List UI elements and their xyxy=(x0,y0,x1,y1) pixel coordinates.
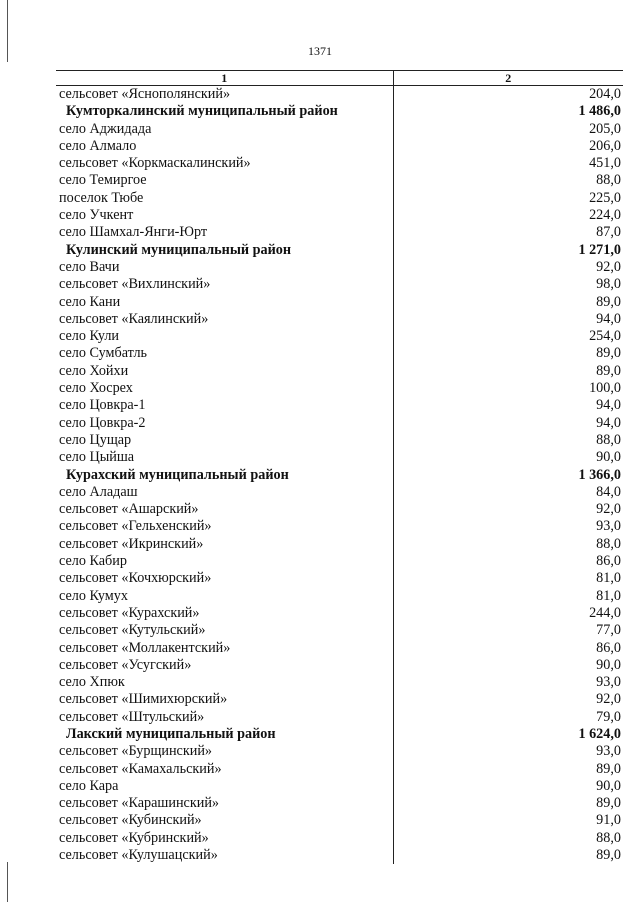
table-row xyxy=(56,311,623,328)
settlement-name: сельсовет «Курахский» xyxy=(56,605,393,622)
table-row xyxy=(56,138,623,155)
table-row xyxy=(56,190,623,207)
district-name: Лакский муниципальный район xyxy=(56,726,393,743)
amount-value: 86,0 xyxy=(596,553,621,570)
amount-value: 89,0 xyxy=(596,293,621,310)
table-row xyxy=(56,605,623,622)
amount-value: 90,0 xyxy=(596,777,621,794)
amount-value: 94,0 xyxy=(596,414,621,431)
settlement-name: село Цовкра-2 xyxy=(56,415,393,432)
settlement-name: сельсовет «Икринский» xyxy=(56,536,393,553)
amount-value: 224,0 xyxy=(589,207,621,224)
district-name: Кулинский муниципальный район xyxy=(56,242,393,259)
amount-value: 93,0 xyxy=(596,518,621,535)
settlement-name: село Шамхал-Янги-Юрт xyxy=(56,224,393,241)
district-total-value: 1 624,0 xyxy=(578,725,621,742)
district-row xyxy=(56,103,623,120)
amount-value: 225,0 xyxy=(589,189,621,206)
amount-value: 254,0 xyxy=(589,328,621,345)
settlement-name: село Темиргое xyxy=(56,172,393,189)
amount-value: 451,0 xyxy=(589,155,621,172)
settlement-name: село Аджидада xyxy=(56,121,393,138)
amount-value: 91,0 xyxy=(596,812,621,829)
settlement-name: село Кумух xyxy=(56,588,393,605)
settlement-name: сельсовет «Кубринский» xyxy=(56,830,393,847)
settlement-name: село Кани xyxy=(56,294,393,311)
table-row xyxy=(56,345,623,362)
settlement-name: село Кара xyxy=(56,778,393,795)
settlement-name: село Цовкра-1 xyxy=(56,397,393,414)
table-row xyxy=(56,259,623,276)
table-body xyxy=(56,86,623,865)
amount-value: 89,0 xyxy=(596,760,621,777)
table-row xyxy=(56,691,623,708)
settlement-name: поселок Тюбе xyxy=(56,190,393,207)
scan-edge-mark-bottom xyxy=(7,862,8,902)
table-row xyxy=(56,761,623,778)
amount-value: 89,0 xyxy=(596,795,621,812)
table-row xyxy=(56,657,623,674)
amount-value: 79,0 xyxy=(596,708,621,725)
allocation-table xyxy=(56,70,623,864)
settlement-name: сельсовет «Камахальский» xyxy=(56,761,393,778)
district-total-value: 1 366,0 xyxy=(578,466,621,483)
table-row xyxy=(56,536,623,553)
column-header-2: 2 xyxy=(393,71,623,86)
settlement-name: сельсовет «Кочхюрский» xyxy=(56,570,393,587)
district-total-value: 1 486,0 xyxy=(578,103,621,120)
settlement-name: село Кабир xyxy=(56,553,393,570)
amount-value: 90,0 xyxy=(596,656,621,673)
table-row xyxy=(56,588,623,605)
amount-value: 93,0 xyxy=(596,674,621,691)
table-row xyxy=(56,328,623,345)
amount-value: 89,0 xyxy=(596,362,621,379)
amount-value: 206,0 xyxy=(589,137,621,154)
amount-value: 88,0 xyxy=(596,535,621,552)
settlement-name: сельсовет «Кутульский» xyxy=(56,622,393,639)
amount-value: 244,0 xyxy=(589,604,621,621)
table-row xyxy=(56,415,623,432)
settlement-name: село Вачи xyxy=(56,259,393,276)
table-row xyxy=(56,795,623,812)
settlement-name: село Хосрех xyxy=(56,380,393,397)
amount-value: 89,0 xyxy=(596,847,621,864)
settlement-name: сельсовет «Шимихюрский» xyxy=(56,691,393,708)
amount-value: 94,0 xyxy=(596,310,621,327)
table-row xyxy=(56,640,623,657)
table-row xyxy=(56,121,623,138)
amount-value: 88,0 xyxy=(596,829,621,846)
table-row xyxy=(56,397,623,414)
settlement-name: село Кули xyxy=(56,328,393,345)
table-row xyxy=(56,172,623,189)
settlement-name: сельсовет «Яснополянский» xyxy=(56,86,393,104)
page-number: 1371 xyxy=(308,44,332,58)
table-row xyxy=(56,501,623,518)
settlement-name: село Хпюк xyxy=(56,674,393,691)
district-row xyxy=(56,242,623,259)
amount-value: 100,0 xyxy=(589,380,621,397)
table-row xyxy=(56,570,623,587)
table-row xyxy=(56,778,623,795)
table-row xyxy=(56,432,623,449)
amount-value: 81,0 xyxy=(596,570,621,587)
district-row xyxy=(56,726,623,743)
settlement-name: сельсовет «Штульский» xyxy=(56,709,393,726)
table-row xyxy=(56,449,623,466)
amount-value: 84,0 xyxy=(596,483,621,500)
settlement-name: сельсовет «Вихлинский» xyxy=(56,276,393,293)
amount-value: 81,0 xyxy=(596,587,621,604)
amount-value: 92,0 xyxy=(596,501,621,518)
amount-value: 86,0 xyxy=(596,639,621,656)
table-row xyxy=(56,743,623,760)
table-row xyxy=(56,207,623,224)
table-row xyxy=(56,380,623,397)
table-row xyxy=(56,812,623,829)
settlement-name: сельсовет «Моллакентский» xyxy=(56,640,393,657)
amount-value: 94,0 xyxy=(596,397,621,414)
amount-value: 77,0 xyxy=(596,622,621,639)
settlement-name: сельсовет «Усугский» xyxy=(56,657,393,674)
table-row xyxy=(56,553,623,570)
settlement-name: сельсовет «Кубинский» xyxy=(56,812,393,829)
table-row xyxy=(56,294,623,311)
settlement-name: сельсовет «Коркмаскалинский» xyxy=(56,155,393,172)
amount-value: 92,0 xyxy=(596,691,621,708)
table-row xyxy=(56,155,623,172)
settlement-name: село Цущар xyxy=(56,432,393,449)
column-header-1: 1 xyxy=(56,71,393,86)
table-row xyxy=(56,86,623,104)
amount-value: 88,0 xyxy=(596,172,621,189)
amount-value: 89,0 xyxy=(596,345,621,362)
table-row xyxy=(56,518,623,535)
table-header-row xyxy=(56,71,623,86)
amount-value: 87,0 xyxy=(596,224,621,241)
district-total-value: 1 271,0 xyxy=(578,241,621,258)
district-row xyxy=(56,467,623,484)
settlement-name: село Алмало xyxy=(56,138,393,155)
settlement-name: сельсовет «Бурщинский» xyxy=(56,743,393,760)
district-name: Курахский муниципальный район xyxy=(56,467,393,484)
amount-value: 93,0 xyxy=(596,743,621,760)
table-row xyxy=(56,224,623,241)
amount-value: 204,0 xyxy=(589,86,621,102)
table-row xyxy=(56,847,623,864)
district-name: Кумторкалинский муниципальный район xyxy=(56,103,393,120)
amount-value: 88,0 xyxy=(596,431,621,448)
table-row xyxy=(56,484,623,501)
table-row xyxy=(56,830,623,847)
amount-value: 98,0 xyxy=(596,276,621,293)
settlement-name: село Цыйша xyxy=(56,449,393,466)
settlement-name: сельсовет «Кулушацский» xyxy=(56,847,393,864)
settlement-name: сельсовет «Карашинский» xyxy=(56,795,393,812)
table-row xyxy=(56,363,623,380)
settlement-name: сельсовет «Гельхенский» xyxy=(56,518,393,535)
settlement-name: село Сумбатль xyxy=(56,345,393,362)
settlement-name: сельсовет «Ашарский» xyxy=(56,501,393,518)
amount-value: 90,0 xyxy=(596,449,621,466)
table-row xyxy=(56,709,623,726)
settlement-name: село Хойхи xyxy=(56,363,393,380)
table-row xyxy=(56,276,623,293)
settlement-name: село Аладаш xyxy=(56,484,393,501)
table-row xyxy=(56,674,623,691)
amount-value: 92,0 xyxy=(596,258,621,275)
settlement-name: село Учкент xyxy=(56,207,393,224)
amount-value: 205,0 xyxy=(589,120,621,137)
settlement-name: сельсовет «Каялинский» xyxy=(56,311,393,328)
table-row xyxy=(56,622,623,639)
